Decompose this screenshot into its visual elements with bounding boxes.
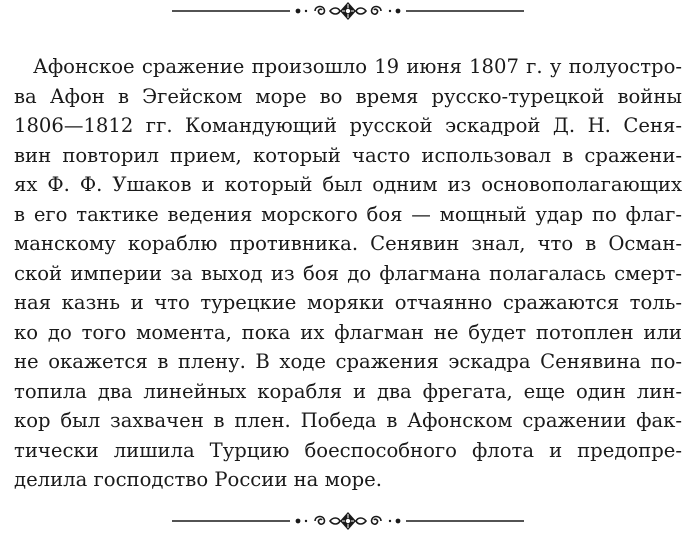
text-line: ской империи за выход из боя до флагмана полагалась смерт-	[14, 261, 682, 285]
text-line: в его тактике ведения морского боя — мощный удар по флаг-	[14, 202, 682, 226]
text-line: ва Афон в Эгейском море во время русско-турецкой войны	[14, 84, 682, 108]
text-line: ная казнь и что турецкие моряки отчаянно сражаются толь-	[14, 291, 682, 314]
text-line: не окажется в плену. В ходе сражения эскадра Сенявина по-	[14, 350, 682, 373]
text-line: тически лишила Турцию боеспособного флота и предопре-	[14, 438, 682, 462]
text-line: топила два линейных корабля и два фрегата, еще один лин-	[14, 379, 682, 403]
text-line: кор был захвачен в плен. Победа в Афонском сражении фак-	[14, 409, 682, 432]
text-line: делила господство России на море.	[14, 468, 382, 491]
text-line: 1806—1812 гг. Командующий русской эскадрой Д. Н. Сеня-	[14, 114, 682, 137]
top-ornament-divider-icon	[172, 1, 524, 21]
text-line: вин повторил прием, который часто использовал в сражени-	[14, 143, 682, 167]
paragraph-text	[14, 52, 682, 495]
text-line: Афонское сражение произошло 19 июня 1807 г. у полуостро-	[33, 55, 682, 78]
text-line: манскому кораблю противника. Сенявин знал, что в Осман-	[14, 232, 682, 255]
text-line: ях Ф. Ф. Ушаков и который был одним из основополагающих	[14, 173, 682, 196]
bottom-ornament-divider-icon	[172, 511, 524, 531]
text-line: ко до того момента, пока их флагман не будет потоплен или	[14, 320, 682, 344]
